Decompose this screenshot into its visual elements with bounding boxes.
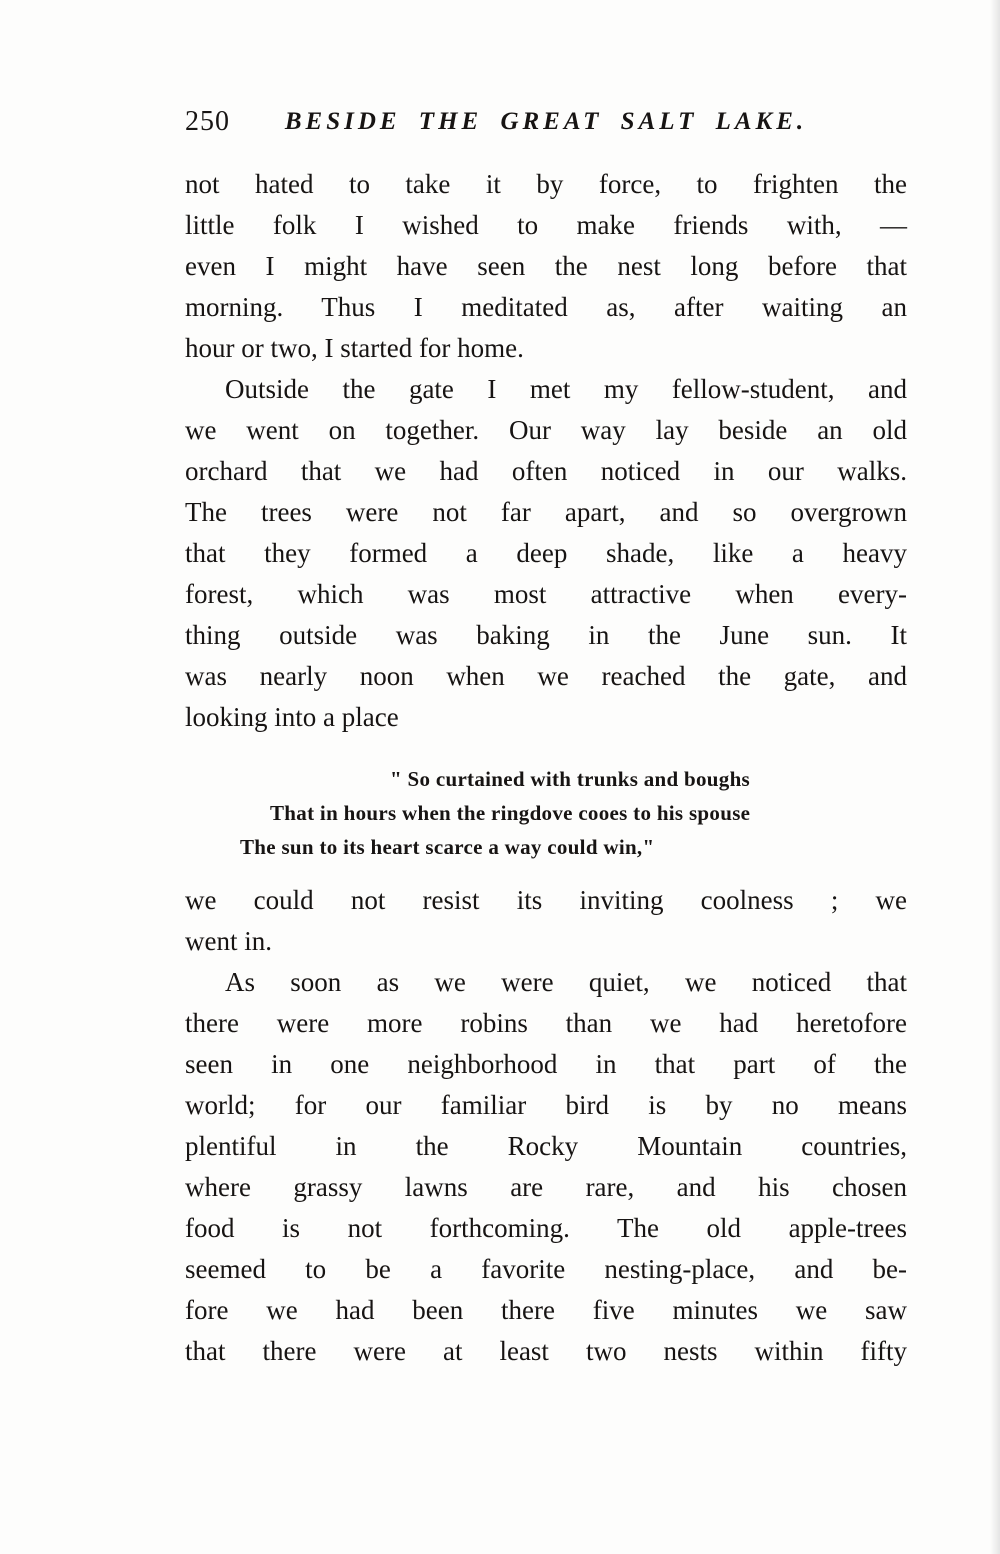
text-line: looking into a place [185,702,399,732]
text-line: morning. Thus I meditated as, after waiting an [185,292,907,322]
text-line: we went on together. Our way lay beside an old [185,415,907,445]
text-line: was nearly noon when we reached the gate, and [185,661,907,691]
text-line: not hated to take it by force, to frighten the [185,169,907,199]
text-line: fore we had been there five minutes we saw [185,1295,907,1325]
page-body [185,164,907,1372]
paragraph [185,962,907,1372]
text-line: we could not resist its inviting coolness ; we [185,885,907,915]
text-line: That in hours when the ringdove cooes to his spouse [270,801,751,825]
running-title: BESIDE THE GREAT SALT LAKE. [284,108,808,135]
text-line: seen in one neighborhood in that part of the [185,1049,907,1079]
text-line: The sun to its heart scarce a way could win," [240,835,655,859]
text-line: forest, which was most attractive when every- [185,579,907,609]
text-line: went in. [185,926,272,956]
paragraph [185,880,907,962]
text-line: world; for our familiar bird is by no means [185,1090,907,1120]
page-number: 250 [185,106,230,137]
text-line: seemed to be a favorite nesting-place, and be- [185,1254,907,1284]
text-line: there were more robins than we had heretofore [185,1008,907,1038]
page-header [185,104,907,148]
text-line: where grassy lawns are rare, and his chosen [185,1172,907,1202]
text-block [185,104,907,1372]
text-line: orchard that we had often noticed in our walks. [185,456,907,486]
text-line: As soon as we were quiet, we noticed that [225,967,907,997]
paragraph [185,164,907,369]
text-line: thing outside was baking in the June sun. It [185,620,907,650]
text-line: food is not forthcoming. The old apple-trees [185,1213,907,1243]
text-line: that they formed a deep shade, like a heavy [185,538,907,568]
text-line: Outside the gate I met my fellow-student, and [225,374,907,404]
text-line: The trees were not far apart, and so overgrown [185,497,907,527]
text-line: hour or two, I started for home. [185,333,524,363]
verse-quote [185,762,907,864]
text-line: even I might have seen the nest long before that [185,251,907,281]
text-line: little folk I wished to make friends with, — [185,210,907,240]
paragraph [185,369,907,738]
text-line: " So curtained with trunks and boughs [390,767,751,791]
text-line: plentiful in the Rocky Mountain countries, [185,1131,907,1161]
text-line: that there were at least two nests within fifty [185,1336,907,1366]
